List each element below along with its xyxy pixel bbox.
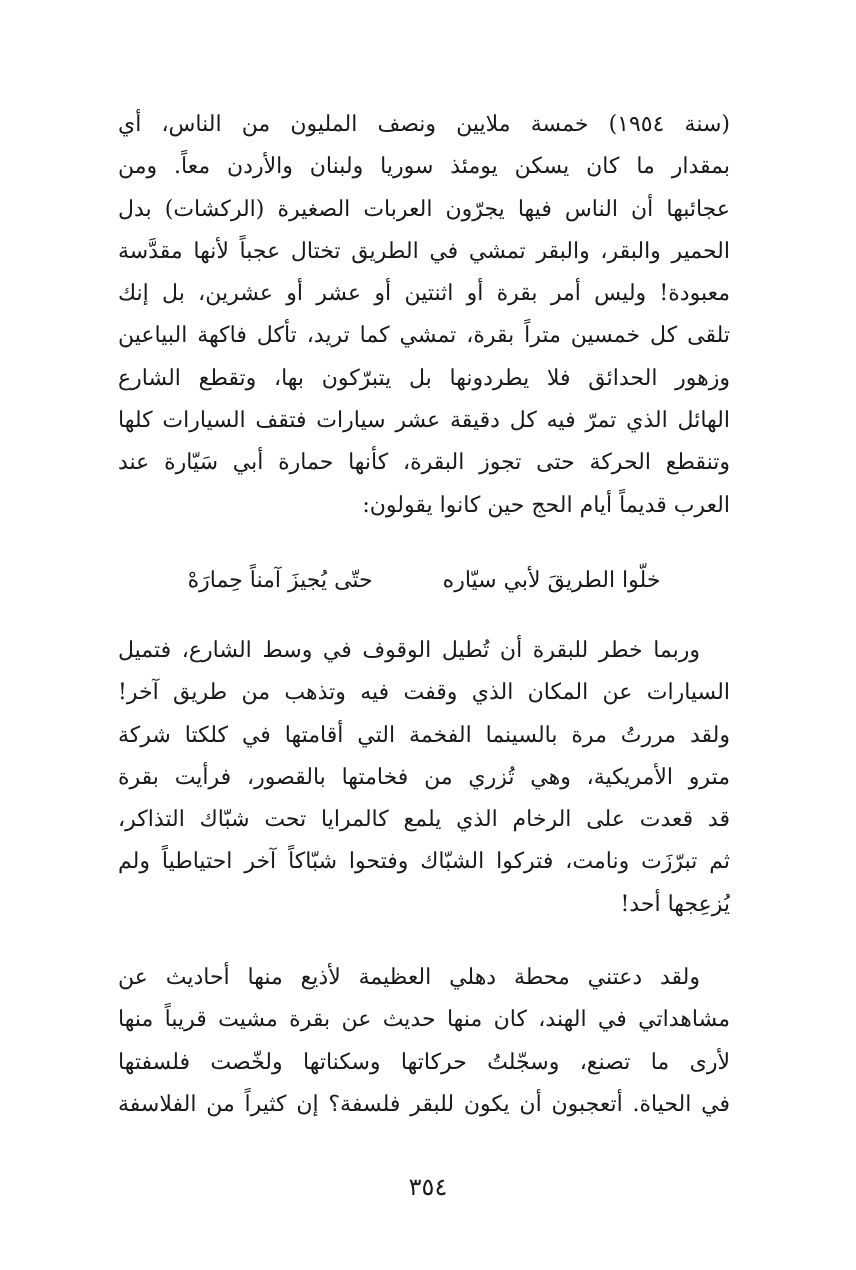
paragraph-line: قد قعدت على الرخام الذي يلمع كالمرايا تحت شبّاك التذاكر، (118, 807, 730, 833)
paragraph-3 (118, 957, 730, 1126)
poetry-verse (118, 561, 730, 601)
paragraph-line: في الحياة. أتعجبون أن يكون للبقر فلسفة؟ إن كثيراً من الفلاسفة (118, 1091, 730, 1117)
paragraph-line: ولقد مررتُ مرة بالسينما الفخمة التي أقامتها في كلكتا شركة (118, 722, 730, 748)
paragraph-line: معبودة! وليس أمر بقرة أو اثنتين أو عشر أو عشرين، بل إنك (118, 281, 730, 307)
paragraph-2 (118, 630, 730, 926)
paragraph-line: الحمير والبقر، والبقر تمشي في الطريق تختال عجباً لأنها مقدَّسة (118, 238, 730, 264)
paragraph-line: بمقدار ما كان يسكن يومئذ سوريا ولبنان والأردن معاً. ومن (118, 154, 730, 180)
paragraph-line: عجائبها أن الناس فيها يجرّون العربات الصغيرة (الركشات) بدل (118, 196, 730, 222)
paragraph-line: مشاهداتي في الهند، كان منها حديث عن بقرة مشيت قريباً منها (118, 1007, 730, 1033)
paragraph-line: تلقى كل خمسين متراً بقرة، تمشي كما تريد، تأكل فاكهة البياعين (118, 323, 730, 349)
paragraph-line: (سنة ١٩٥٤) خمسة ملايين ونصف المليون من الناس، أي (118, 112, 730, 137)
verse-second-hemistich: حتّى يُجيزَ آمناً حِمارَهْ (187, 568, 373, 593)
paragraph-line: الهائل الذي تمرّ فيه كل دقيقة عشر سيارات فتقف السيارات كلها (118, 408, 730, 434)
paragraph-line: ولقد دعتني محطة دهلي العظيمة لأذيع منها أحاديث عن (118, 965, 700, 990)
paragraph-line: العرب قديماً أيام الحج حين كانوا يقولون: (362, 492, 730, 518)
verse-first-hemistich: خلّوا الطريقَ لأبي سيّاره (442, 568, 661, 593)
paragraph-line: لأرى ما تصنع، وسجّلتُ حركاتها وسكناتها ولخّصت فلسفتها (118, 1049, 730, 1075)
paragraph-line: ثم تبرّزَت ونامت، فتركوا الشبّاك وفتحوا شبّاكاً آخر احتياطياً ولم (118, 849, 730, 875)
paragraph-line: وتنقطع الحركة حتى تجوز البقرة، كأنها حمارة أبي سَيّارة عند (118, 450, 730, 476)
paragraph-line: يُزعِجها أحد! (620, 891, 730, 917)
page-number: ٣٥٤ (408, 1173, 448, 1201)
paragraph-line: السيارات عن المكان الذي وقفت فيه وتذهب من طريق آخر! (118, 680, 730, 706)
paragraph-line: مترو الأمريكية، وهي تُزري من فخامتها بالقصور، فرأيت بقرة (118, 764, 730, 790)
paragraph-line: وزهور الحدائق فلا يطردونها بل يتبرّكون بها، وتقطع الشارع (118, 365, 730, 391)
paragraph-1 (118, 104, 730, 527)
paragraph-line: وربما خطر للبقرة أن تُطيل الوقوف في وسط الشارع، فتميل (118, 638, 700, 663)
